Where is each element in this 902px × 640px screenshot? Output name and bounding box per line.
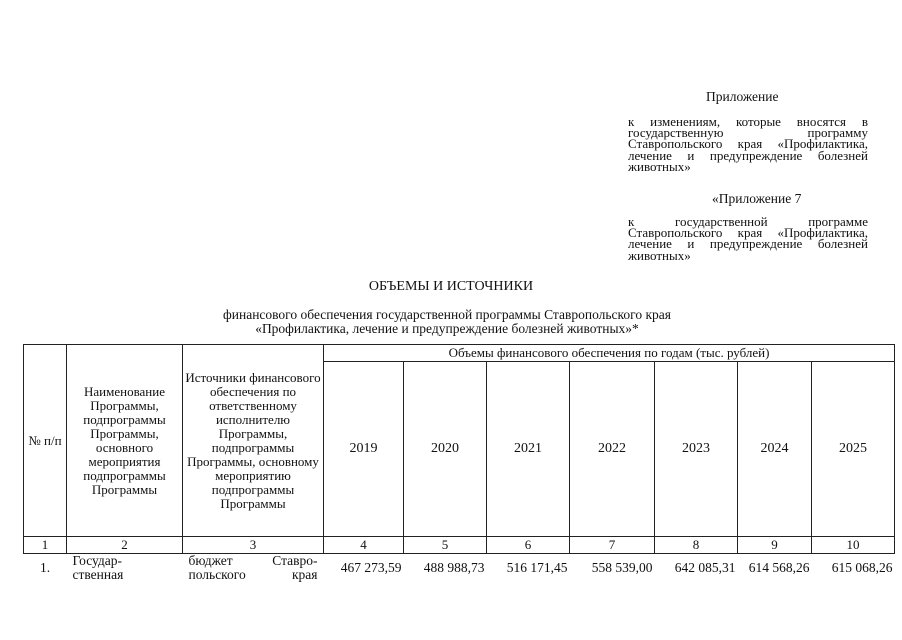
year-header: 2023 bbox=[655, 362, 738, 537]
document-subtitle bbox=[160, 308, 734, 335]
annex-7-reference-text: к государственной программе Ставропольского края «Профилактика, лечение и предупреждение болезней животных» bbox=[628, 214, 868, 263]
document-title: ОБЪЕМЫ И ИСТОЧНИКИ bbox=[368, 279, 534, 294]
row-value-2022: 558 539,00 bbox=[591, 560, 653, 575]
row-name-line: ственная bbox=[72, 567, 124, 582]
annex-7-title: «Приложение 7 bbox=[712, 191, 802, 206]
header-volumes: Объемы финансового обеспечения по годам (тыс. рублей) bbox=[324, 345, 895, 362]
row-value-2019: 467 273,59 bbox=[340, 560, 402, 575]
row-name bbox=[67, 554, 183, 583]
column-number: 10 bbox=[812, 537, 895, 554]
table-row bbox=[24, 554, 895, 583]
year-header: 2021 bbox=[487, 362, 570, 537]
column-number: 4 bbox=[324, 537, 404, 554]
row-value-2025: 615 068,26 bbox=[831, 560, 893, 575]
header-source: Источники финансового обеспечения по ответственному исполнителю Программы, подпрограммы Программы, основному мероприятию подпрограммы Программы bbox=[183, 345, 324, 537]
annex-reference-text: к изменениям, которые вносятся в государственную программу Ставропольского края «Профилактика, лечение и предупреждение болезней животных» bbox=[628, 114, 868, 174]
year-header: 2019 bbox=[324, 362, 404, 537]
subtitle-line-2: «Профилактика, лечение и предупреждение болезней животных»* bbox=[255, 320, 639, 336]
row-index: 1. bbox=[39, 560, 51, 575]
year-header: 2025 bbox=[812, 362, 895, 537]
row-name-line: Государ- bbox=[72, 553, 123, 568]
column-number: 1 bbox=[24, 537, 67, 554]
financing-table bbox=[23, 344, 895, 582]
column-number: 9 bbox=[738, 537, 812, 554]
row-value-2024: 614 568,26 bbox=[748, 560, 810, 575]
year-header: 2022 bbox=[570, 362, 655, 537]
row-value-2020: 488 988,73 bbox=[423, 560, 485, 575]
year-header: 2024 bbox=[738, 362, 812, 537]
row-value-2023: 642 085,31 bbox=[674, 560, 736, 575]
header-number: № п/п bbox=[24, 345, 67, 537]
column-number: 5 bbox=[404, 537, 487, 554]
subtitle-line-1: финансового обеспечения государственной программы Ставропольского края bbox=[223, 307, 671, 322]
column-number: 3 bbox=[183, 537, 324, 554]
row-value-2021: 516 171,45 bbox=[506, 560, 568, 575]
column-number: 6 bbox=[487, 537, 570, 554]
year-header: 2020 bbox=[404, 362, 487, 537]
annex-title: Приложение bbox=[706, 89, 779, 104]
column-number: 8 bbox=[655, 537, 738, 554]
header-name: Наименование Программы, подпрограммы Программы, основного мероприятия подпрограммы Программы bbox=[67, 345, 183, 537]
row-source-line: польского края bbox=[188, 567, 318, 582]
column-number: 2 bbox=[67, 537, 183, 554]
row-source bbox=[183, 554, 324, 583]
column-number: 7 bbox=[570, 537, 655, 554]
row-source-line: бюджет Ставро- bbox=[188, 553, 318, 568]
